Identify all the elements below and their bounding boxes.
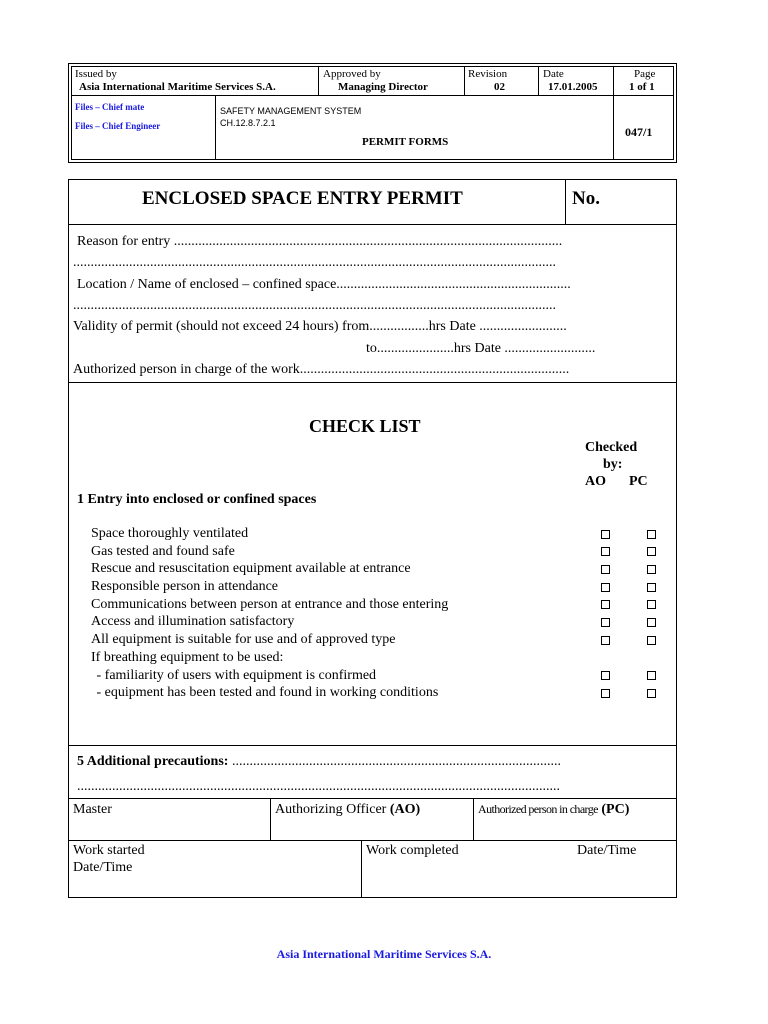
- checkbox-ao[interactable]: [601, 583, 610, 592]
- authorizing-officer-signature[interactable]: [275, 801, 420, 818]
- checkbox-pc[interactable]: [647, 583, 656, 592]
- header-inner-frame: [71, 66, 674, 160]
- reason-for-entry[interactable]: Reason for entry ...............................................................................................................: [77, 234, 563, 249]
- column-ao: AO: [585, 474, 606, 489]
- divider: [318, 67, 319, 95]
- master-signature[interactable]: Master: [73, 802, 112, 817]
- checkbox-pc[interactable]: [647, 547, 656, 556]
- permit-number-label: No.: [572, 188, 600, 209]
- checkbox-pc[interactable]: [647, 671, 656, 680]
- page-label: Page: [634, 68, 656, 80]
- divider: [464, 67, 465, 95]
- work-started[interactable]: Work started: [73, 843, 145, 858]
- checklist-item: Access and illumination satisfactory: [91, 614, 295, 629]
- divider: [72, 95, 673, 96]
- date-value: 17.01.2005: [548, 81, 598, 93]
- date-label: Date: [543, 68, 564, 80]
- reason-continuation[interactable]: ..........................................................................................................................................: [73, 255, 556, 270]
- pc-abbreviation: (PC): [601, 802, 630, 817]
- divider: [538, 67, 539, 95]
- section-5-heading: 5 Additional precautions:: [77, 754, 229, 769]
- issued-by-label: Issued by: [75, 68, 117, 80]
- files-chief-mate: Files – Chief mate: [75, 102, 145, 112]
- additional-precautions-dots: ..............................................................................................: [231, 754, 561, 769]
- column-pc: PC: [629, 474, 648, 489]
- checklist-title: CHECK LIST: [309, 416, 421, 436]
- checkbox-pc[interactable]: [647, 565, 656, 574]
- validity-to[interactable]: to......................hrs Date ..........................: [366, 341, 596, 356]
- divider: [215, 95, 216, 159]
- work-completed[interactable]: Work completed: [366, 843, 459, 858]
- checklist-item: Communications between person at entrance and those entering: [91, 597, 449, 612]
- divider: [69, 798, 676, 799]
- checkbox-ao[interactable]: [601, 565, 610, 574]
- approved-by-label: Approved by: [323, 68, 381, 80]
- work-started-datetime[interactable]: Date/Time: [73, 860, 133, 875]
- divider: [69, 382, 676, 383]
- authorizing-officer-label: Authorizing Officer: [275, 802, 387, 817]
- checklist-item: Gas tested and found safe: [91, 544, 235, 559]
- issued-by-value: Asia International Maritime Services S.A.: [79, 81, 276, 93]
- additional-precautions-continuation[interactable]: ..........................................................................................................................................: [77, 779, 560, 794]
- checklist-item: Responsible person in attendance: [91, 579, 279, 594]
- checkbox-ao[interactable]: [601, 636, 610, 645]
- checklist-item: - equipment has been tested and found in working conditions: [93, 685, 439, 700]
- divider: [361, 840, 362, 897]
- checkbox-pc[interactable]: [647, 689, 656, 698]
- checkbox-ao[interactable]: [601, 547, 610, 556]
- work-completed-datetime[interactable]: Date/Time: [577, 843, 637, 858]
- permit-title: ENCLOSED SPACE ENTRY PERMIT: [142, 188, 463, 209]
- divider: [69, 840, 676, 841]
- checklist-item: - familiarity of users with equipment is confirmed: [93, 668, 377, 683]
- checkbox-pc[interactable]: [647, 530, 656, 539]
- permit-forms-label: PERMIT FORMS: [362, 136, 449, 148]
- revision-label: Revision: [468, 68, 508, 80]
- authorized-person-field[interactable]: Authorized person in charge of the work.............................................................................: [73, 362, 570, 377]
- section-1-heading: 1 Entry into enclosed or confined spaces: [77, 492, 317, 507]
- authorized-person-label: Authorized person in charge: [478, 802, 598, 816]
- footer-company: Asia International Maritime Services S.A.: [276, 947, 492, 961]
- checked-by-label-2: by:: [603, 457, 623, 472]
- revision-value: 02: [494, 81, 505, 93]
- checklist-item: Space thoroughly ventilated: [91, 526, 249, 541]
- checkbox-ao[interactable]: [601, 671, 610, 680]
- ao-abbreviation: (AO): [389, 802, 421, 817]
- divider: [565, 180, 566, 224]
- checkbox-pc[interactable]: [647, 600, 656, 609]
- location-field[interactable]: Location / Name of enclosed – confined space...................................................................: [77, 277, 571, 292]
- checkbox-pc[interactable]: [647, 636, 656, 645]
- location-continuation[interactable]: ..........................................................................................................................................: [73, 298, 556, 313]
- document-header: [68, 63, 677, 163]
- checkbox-ao[interactable]: [601, 600, 610, 609]
- divider: [613, 67, 614, 159]
- approved-by-value: Managing Director: [338, 81, 428, 93]
- files-chief-engineer: Files – Chief Engineer: [75, 121, 161, 131]
- form-number: 047/1: [625, 125, 653, 139]
- checked-by-label: Checked: [585, 440, 638, 455]
- authorized-person-signature[interactable]: [478, 801, 629, 818]
- checkbox-ao[interactable]: [601, 618, 610, 627]
- sms-code: CH.12.8.7.2.1: [220, 118, 276, 128]
- divider: [69, 745, 676, 746]
- checkbox-ao[interactable]: [601, 530, 610, 539]
- checkbox-ao[interactable]: [601, 689, 610, 698]
- checklist-item: If breathing equipment to be used:: [91, 650, 284, 665]
- permit-form: [68, 179, 677, 898]
- divider: [69, 224, 676, 225]
- checklist-item: All equipment is suitable for use and of approved type: [91, 632, 396, 647]
- checklist-item: Rescue and resuscitation equipment available at entrance: [91, 561, 411, 576]
- divider: [473, 798, 474, 840]
- checkbox-pc[interactable]: [647, 618, 656, 627]
- divider: [270, 798, 271, 840]
- validity-from[interactable]: Validity of permit (should not exceed 24 hours) from.................hrs Date .........................: [73, 319, 567, 334]
- sms-title: SAFETY MANAGEMENT SYSTEM: [220, 106, 362, 116]
- page-value: 1 of 1: [629, 81, 655, 93]
- additional-precautions[interactable]: [77, 753, 561, 770]
